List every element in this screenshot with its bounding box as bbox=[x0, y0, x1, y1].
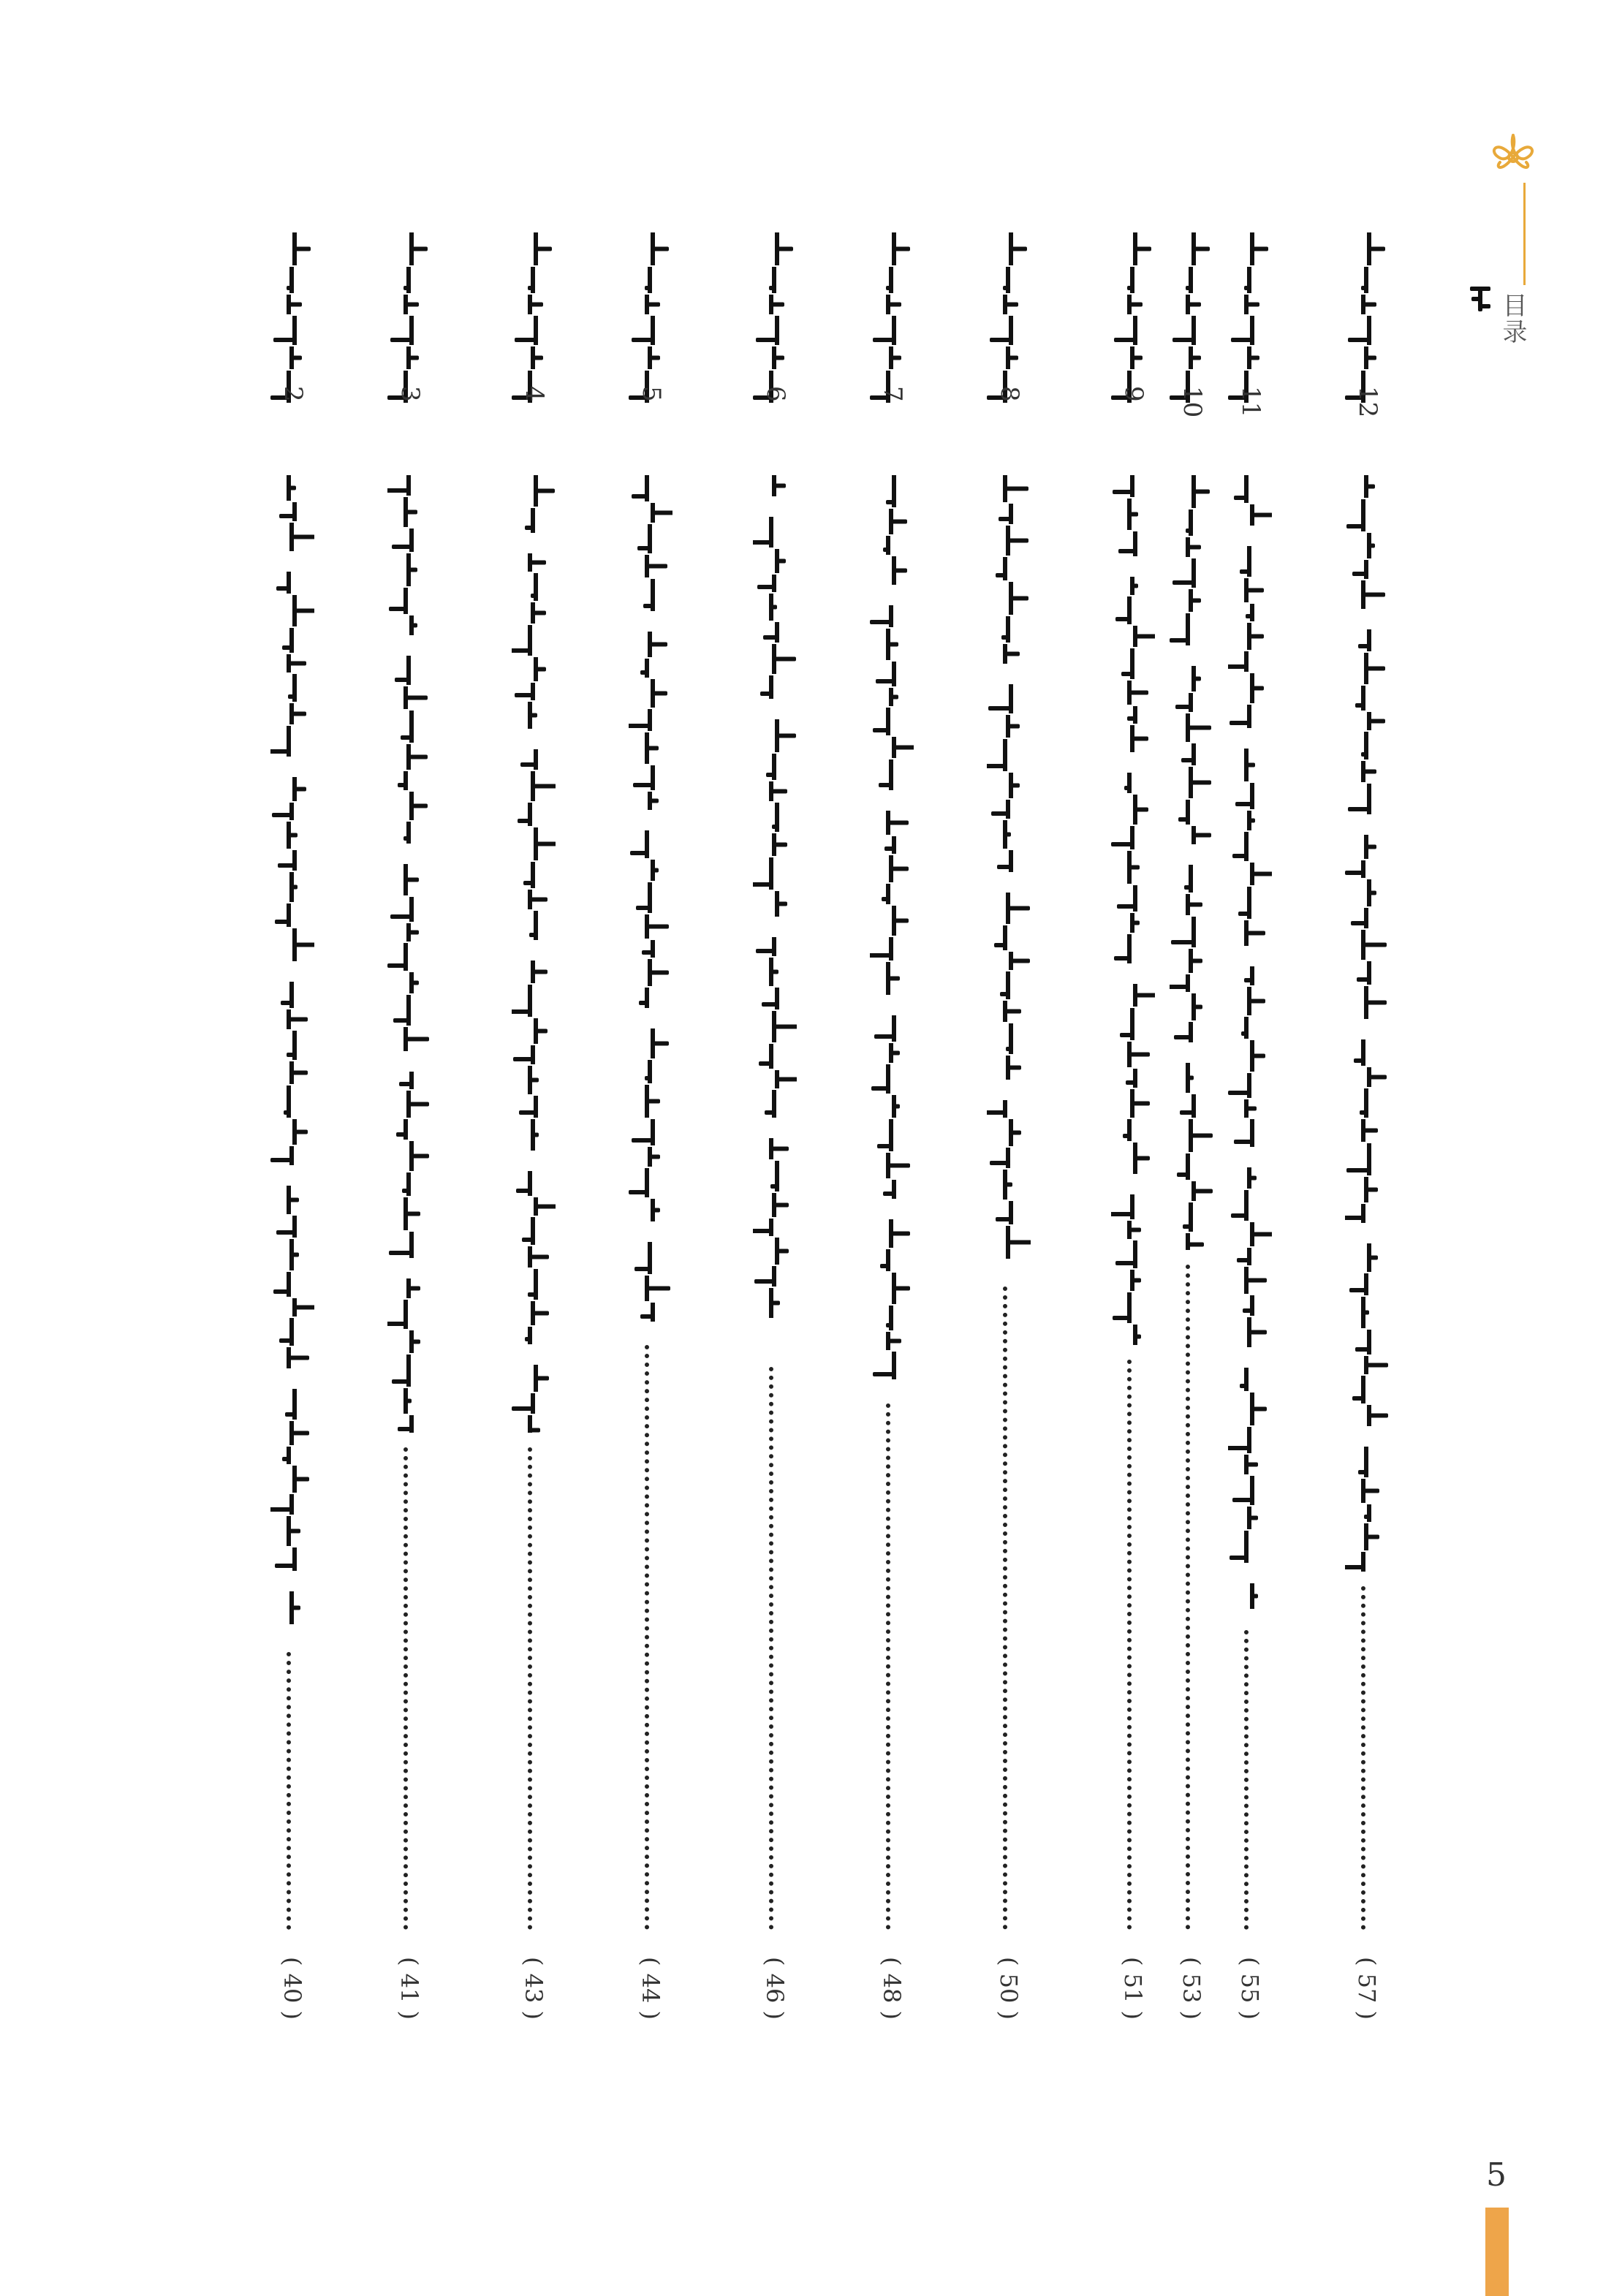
section-label bbox=[870, 232, 914, 437]
dot-leader bbox=[404, 1447, 412, 1930]
section-number: 2 bbox=[279, 386, 308, 402]
page-tab-accent bbox=[1485, 2208, 1509, 2296]
toc-entry[interactable] bbox=[1170, 0, 1213, 2296]
section-number: 11 bbox=[1236, 386, 1265, 418]
toc-header-title: 目录 bbox=[1498, 292, 1527, 345]
section-label bbox=[270, 232, 314, 437]
toc-entry[interactable] bbox=[987, 0, 1031, 2296]
section-number: 10 bbox=[1178, 386, 1207, 418]
dot-leader bbox=[1244, 1630, 1253, 1930]
section-number: 8 bbox=[995, 386, 1024, 402]
dot-leader bbox=[287, 1652, 295, 1930]
entry-title-glyphs bbox=[1228, 475, 1272, 1615]
dot-leader bbox=[769, 1367, 778, 1930]
toc-entry[interactable] bbox=[870, 0, 914, 2296]
entry-title-glyphs bbox=[987, 475, 1031, 1272]
entry-title-glyphs bbox=[629, 475, 672, 1330]
toc-entry[interactable] bbox=[512, 0, 556, 2296]
entry-page-reference: ( 50 ) bbox=[995, 1956, 1023, 2020]
section-label bbox=[512, 232, 556, 437]
section-number: 12 bbox=[1353, 386, 1382, 418]
header-mongolian-word bbox=[1466, 284, 1495, 314]
entry-title-glyphs bbox=[870, 475, 914, 1389]
section-label bbox=[1170, 232, 1213, 437]
entry-page-reference: ( 44 ) bbox=[637, 1956, 664, 2020]
entry-page-reference: ( 57 ) bbox=[1353, 1956, 1381, 2020]
entry-page-reference: ( 40 ) bbox=[279, 1956, 306, 2020]
toc-entry[interactable] bbox=[1345, 0, 1389, 2296]
section-number: 9 bbox=[1119, 386, 1148, 402]
dot-leader bbox=[1361, 1586, 1370, 1930]
entry-title-glyphs bbox=[1111, 475, 1155, 1345]
ornament-knot-icon bbox=[1484, 124, 1542, 190]
entry-page-reference: ( 55 ) bbox=[1236, 1956, 1264, 2020]
toc-entry[interactable] bbox=[629, 0, 672, 2296]
entry-title-glyphs bbox=[270, 475, 314, 1637]
entry-page-reference: ( 46 ) bbox=[761, 1956, 789, 2020]
toc-entry[interactable] bbox=[270, 0, 314, 2296]
section-label bbox=[629, 232, 672, 437]
entry-page-reference: ( 51 ) bbox=[1119, 1956, 1147, 2020]
section-label bbox=[1228, 232, 1272, 437]
toc-entry[interactable] bbox=[387, 0, 431, 2296]
section-label bbox=[387, 232, 431, 437]
dot-leader bbox=[1003, 1287, 1012, 1930]
entry-page-reference: ( 48 ) bbox=[878, 1956, 906, 2020]
toc-entry[interactable] bbox=[1228, 0, 1272, 2296]
section-number: 5 bbox=[637, 386, 666, 402]
entry-title-glyphs bbox=[387, 475, 431, 1433]
section-label bbox=[987, 232, 1031, 437]
section-label bbox=[753, 232, 797, 437]
entry-title-glyphs bbox=[753, 475, 797, 1352]
dot-leader bbox=[645, 1345, 653, 1930]
toc-entry[interactable] bbox=[753, 0, 797, 2296]
page-number: 5 bbox=[1486, 2156, 1507, 2194]
section-number: 3 bbox=[395, 386, 425, 402]
entry-page-reference: ( 53 ) bbox=[1178, 1956, 1205, 2020]
dot-leader bbox=[1186, 1265, 1194, 1930]
entry-title-glyphs bbox=[512, 475, 556, 1433]
section-number: 6 bbox=[761, 386, 790, 402]
entry-title-glyphs bbox=[1170, 475, 1213, 1250]
dot-leader bbox=[528, 1447, 537, 1930]
section-label bbox=[1345, 232, 1389, 437]
section-label bbox=[1111, 232, 1155, 437]
header-rule bbox=[1523, 183, 1526, 285]
entry-page-reference: ( 41 ) bbox=[395, 1956, 423, 2020]
dot-leader bbox=[886, 1403, 895, 1930]
entry-page-reference: ( 43 ) bbox=[520, 1956, 548, 2020]
section-number: 4 bbox=[520, 386, 549, 402]
entry-title-glyphs bbox=[1345, 475, 1389, 1572]
section-number: 7 bbox=[878, 386, 907, 402]
toc-entry[interactable] bbox=[1111, 0, 1155, 2296]
dot-leader bbox=[1127, 1360, 1136, 1930]
